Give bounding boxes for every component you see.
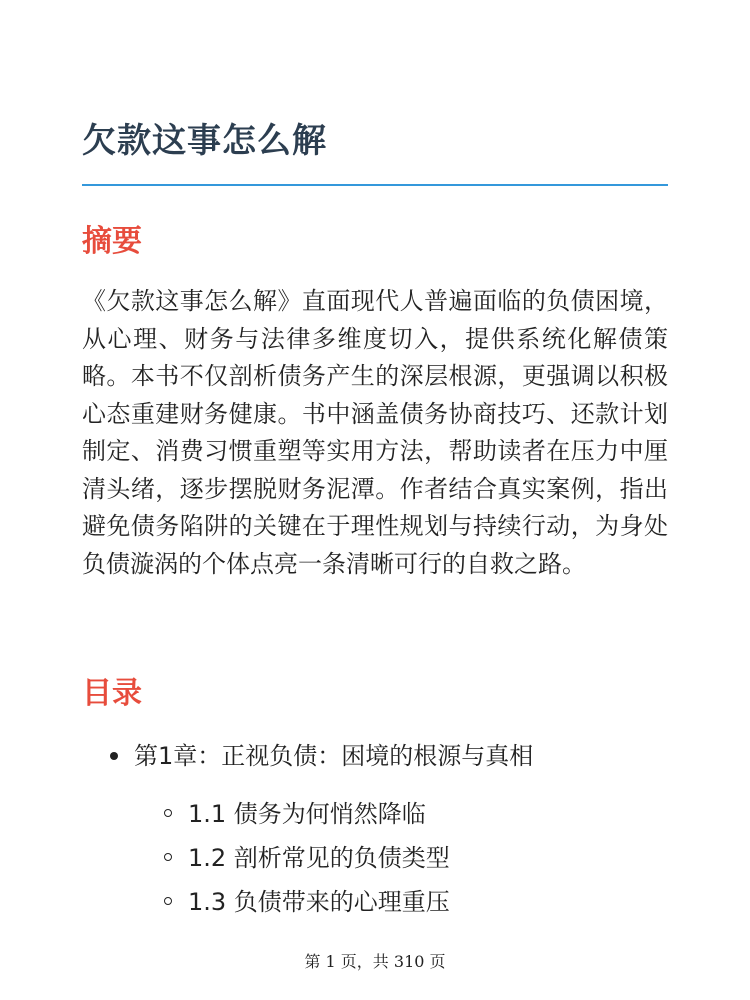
toc-section-1-1: [82, 792, 668, 836]
table-of-contents: [82, 736, 668, 924]
toc-heading: 目录: [82, 676, 142, 711]
toc-chapter-label: 第1章：正视负债：困境的根源与真相: [134, 742, 534, 770]
toc-section-1-2: [82, 836, 668, 880]
toc-section-label: 1.2 剖析常见的负债类型: [188, 844, 450, 872]
title-divider: [82, 184, 668, 186]
page-number-footer: 第 1 页，共 310 页: [304, 952, 446, 971]
bullet-circle-icon: [164, 897, 172, 905]
abstract-heading: 摘要: [82, 224, 142, 259]
toc-section-label: 1.3 负债带来的心理重压: [188, 888, 450, 916]
toc-chapter-1-sections: [134, 792, 668, 924]
toc-section-1-3: [82, 880, 668, 924]
toc-chapter-1: [82, 736, 668, 924]
bullet-circle-icon: [164, 809, 172, 817]
bullet-disc-icon: [110, 752, 118, 760]
bullet-circle-icon: [164, 853, 172, 861]
toc-section-label: 1.1 债务为何悄然降临: [188, 800, 426, 828]
abstract-text: 《欠款这事怎么解》直面现代人普遍面临的负债困境，从心理、财务与法律多维度切入，提供系统化解债策略。本书不仅剖析债务产生的深层根源，更强调以积极心态重建财务健康。书中涵盖债务协商技巧、还款计划制定、消费习惯重塑等实用方法，帮助读者在压力中厘清头绪，逐步摆脱财务泥潭。作者结合真实案例，指出避免债务陷阱的关键在于理性规划与持续行动，为身处负债漩涡的个体点亮一条清晰可行的自救之路。: [82, 287, 668, 578]
document-page: [82, 0, 668, 1000]
book-title: 欠款这事怎么解: [82, 121, 327, 161]
